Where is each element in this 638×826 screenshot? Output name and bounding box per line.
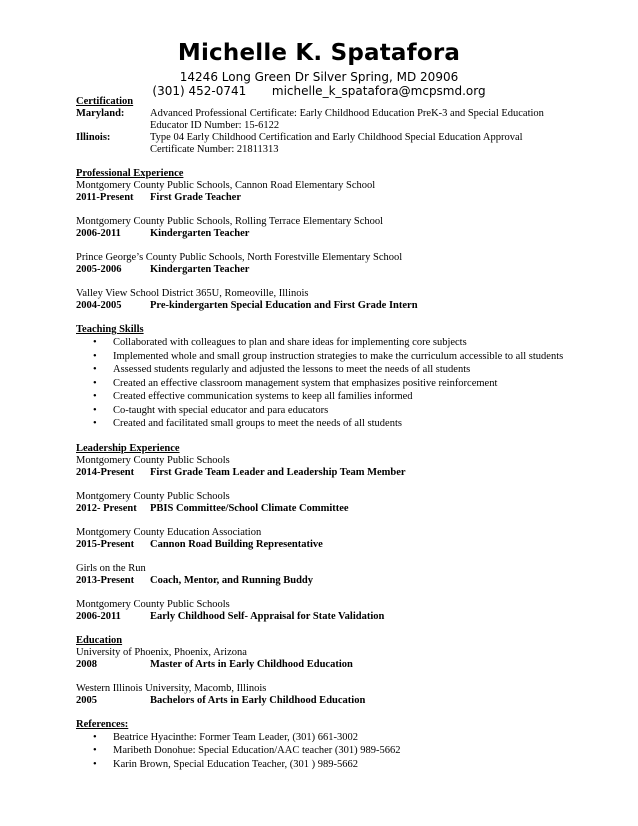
cert-line: Educator ID Number: 15-6122	[150, 120, 280, 131]
list-item: • Co-taught with special educator and para educators	[113, 404, 576, 418]
leadership-org: Montgomery County Education Association	[76, 526, 262, 538]
leadership-entry	[76, 599, 576, 623]
leadership-entry	[76, 455, 576, 479]
leadership-dates: 2006-2011	[76, 610, 121, 622]
email-address: michelle_k_spatafora@mcpsmd.org	[271, 84, 486, 98]
experience-entry	[76, 252, 576, 276]
experience-title: First Grade Teacher	[150, 192, 241, 203]
cert-line: Certificate Number: 21811313	[150, 144, 279, 155]
experience-org: Montgomery County Public Schools, Cannon Road Elementary School	[76, 180, 376, 191]
references-heading: References:	[76, 718, 129, 730]
leadership-dates: 2015-Present	[76, 538, 135, 550]
experience-dates: 2011-Present	[76, 192, 134, 203]
cert-state: Illinois:	[76, 132, 111, 143]
leadership-title: Cannon Road Building Representative	[150, 538, 323, 550]
list-item: • Collaborated with colleagues to plan and share ideas for implementing core subjects	[113, 336, 576, 350]
leadership-title: PBIS Committee/School Climate Committee	[150, 502, 349, 514]
leadership-entry	[76, 491, 576, 515]
leadership-dates: 2013-Present	[76, 574, 135, 586]
leadership-entry	[76, 527, 576, 551]
list-item: • Assessed students regularly and adjusted the lessons to meet the needs of all students	[113, 363, 576, 377]
education-year: 2005	[76, 694, 97, 706]
education-degree: Bachelors of Arts in Early Childhood Education	[150, 694, 366, 706]
list-item: • Created and facilitated small groups to meet the needs of all students	[113, 417, 576, 431]
list-item: • Created an effective classroom management system that emphasizes positive reinforcement	[113, 377, 576, 391]
skills-list	[76, 336, 576, 431]
experience-title: Pre-kindergarten Special Education and First Grade Intern	[150, 300, 418, 311]
education-degree: Master of Arts in Early Childhood Education	[150, 658, 353, 670]
leadership-org: Montgomery County Public Schools	[76, 598, 230, 610]
skills-heading: Teaching Skills	[76, 324, 144, 335]
experience-title: Kindergarten Teacher	[150, 228, 250, 239]
references-list	[76, 731, 576, 772]
experience-org: Valley View School District 365U, Romeoville, Illinois	[76, 288, 309, 299]
experience-entry	[76, 180, 576, 204]
certification-heading: Certification	[76, 96, 134, 107]
education-school: Western Illinois University, Macomb, Illinois	[76, 682, 267, 694]
leadership-title: Early Childhood Self- Appraisal for State Validation	[150, 610, 385, 622]
experience-dates: 2004-2005	[76, 300, 122, 311]
certification-entry	[76, 108, 576, 132]
cert-state: Maryland:	[76, 108, 125, 119]
leadership-dates: 2014-Present	[76, 466, 135, 478]
address-line: 14246 Long Green Dr Silver Spring, MD 20906	[179, 70, 459, 84]
experience-entry	[76, 288, 576, 312]
list-item: • Created effective communication systems to keep all families informed	[113, 390, 576, 404]
list-item: • Karin Brown, Special Education Teacher, (301 ) 989-5662	[113, 758, 576, 772]
cert-line: Type 04 Early Childhood Certification and Early Childhood Special Education Approval	[150, 132, 523, 143]
education-school: University of Phoenix, Phoenix, Arizona	[76, 646, 247, 658]
resume-name: Michelle K. Spatafora	[177, 40, 461, 66]
phone-number: (301) 452-0741	[152, 84, 247, 98]
experience-title: Kindergarten Teacher	[150, 264, 250, 275]
certification-entry	[76, 132, 576, 156]
leadership-entry	[76, 563, 576, 587]
leadership-org: Girls on the Run	[76, 562, 146, 574]
list-item: • Implemented whole and small group instruction strategies to make the curriculum accessible to all students	[113, 350, 576, 364]
education-entry	[76, 647, 576, 671]
experience-org: Montgomery County Public Schools, Rolling Terrace Elementary School	[76, 216, 384, 227]
education-year: 2008	[76, 658, 97, 670]
resume-body	[76, 96, 576, 771]
education-entry	[76, 683, 576, 707]
leadership-title: First Grade Team Leader and Leadership Team Member	[150, 466, 406, 478]
experience-dates: 2005-2006	[76, 264, 122, 275]
leadership-org: Montgomery County Public Schools	[76, 490, 230, 502]
experience-org: Prince George’s County Public Schools, North Forestville Elementary School	[76, 252, 403, 263]
list-item: • Maribeth Donohue: Special Education/AAC teacher (301) 989-5662	[113, 744, 576, 758]
experience-dates: 2006-2011	[76, 228, 121, 239]
leadership-title: Coach, Mentor, and Running Buddy	[150, 574, 313, 586]
experience-entry	[76, 216, 576, 240]
leadership-heading: Leadership Experience	[76, 442, 180, 454]
experience-heading: Professional Experience	[76, 168, 184, 179]
list-item: • Beatrice Hyacinthe: Former Team Leader, (301) 661-3002	[113, 731, 576, 745]
leadership-org: Montgomery County Public Schools	[76, 454, 230, 466]
cert-line: Advanced Professional Certificate: Early Childhood Education PreK-3 and Special Education	[150, 108, 544, 119]
education-heading: Education	[76, 634, 123, 646]
leadership-dates: 2012- Present	[76, 502, 137, 514]
